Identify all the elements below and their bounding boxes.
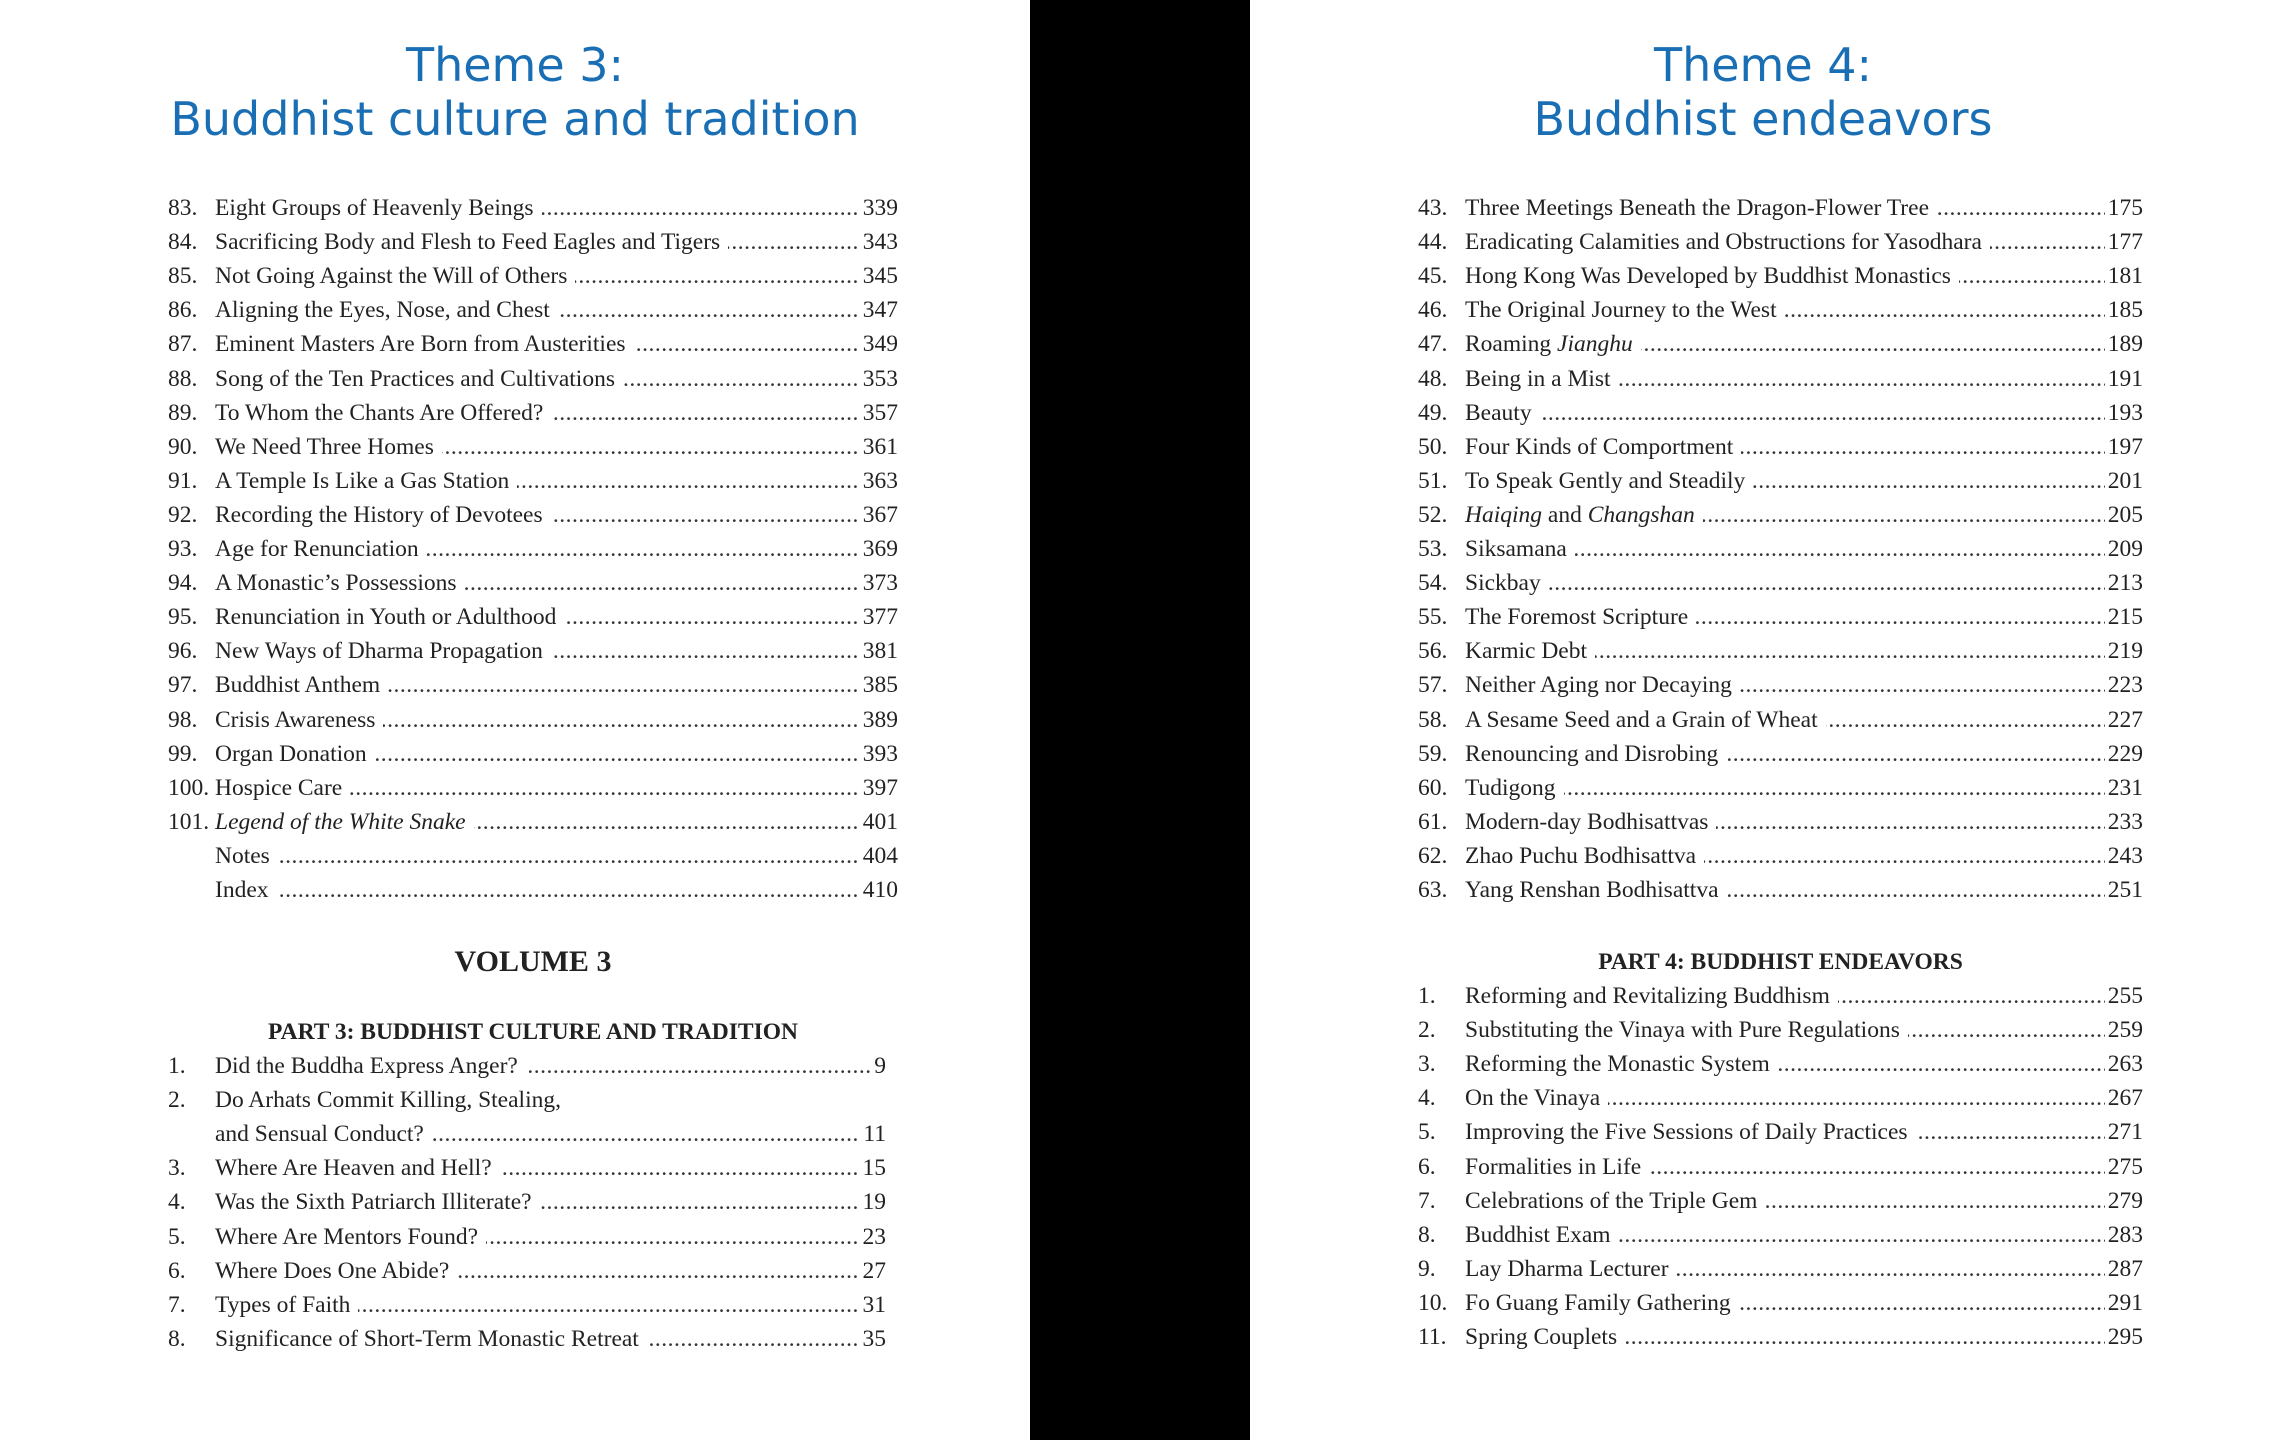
toc-page-number: 279: [2105, 1184, 2143, 1218]
toc-entry-title: Haiqing and Changshan: [1465, 498, 1703, 532]
toc-entry[interactable]: [1418, 1218, 2143, 1252]
toc-entry-title: Buddhist Exam: [1465, 1218, 1619, 1252]
toc-entry[interactable]: [1418, 1320, 2143, 1354]
toc-entry-title: Zhao Puchu Bodhisattva: [1465, 839, 1704, 873]
toc-entry[interactable]: [168, 259, 898, 293]
toc-entry[interactable]: [1418, 1184, 2143, 1218]
toc-entry[interactable]: [1418, 737, 2143, 771]
toc-entry-title: The Foremost Scripture: [1465, 600, 1696, 634]
toc-entry-title: Aligning the Eyes, Nose, and Chest: [215, 293, 558, 327]
toc-entry-title: Improving the Five Sessions of Daily Practices: [1465, 1115, 1916, 1149]
toc-entry-title: Lay Dharma Lecturer: [1465, 1252, 1677, 1286]
toc-page-number: 410: [860, 873, 898, 907]
toc-entry-title: Organ Donation: [215, 737, 375, 771]
toc-page-number: 201: [2105, 464, 2143, 498]
toc-entry-title: Crisis Awareness: [215, 703, 383, 737]
toc-entry-number: 100.: [168, 774, 210, 801]
toc-page-number: 259: [2105, 1013, 2143, 1047]
toc-entry[interactable]: [1418, 532, 2143, 566]
toc-entry-number: 56.: [1418, 638, 1448, 665]
toc-entry-number: 7.: [168, 1291, 186, 1318]
toc-entry-title: Hospice Care: [215, 771, 350, 805]
toc-entry[interactable]: [1418, 805, 2143, 839]
toc-entry[interactable]: [1418, 259, 2143, 293]
toc-entry[interactable]: [1418, 498, 2143, 532]
toc-entry[interactable]: [1418, 634, 2143, 668]
toc-entry-title: To Speak Gently and Steadily: [1465, 464, 1753, 498]
toc-entry[interactable]: [168, 634, 898, 668]
toc-entry-title: Celebrations of the Triple Gem: [1465, 1184, 1765, 1218]
toc-entry-title: Legend of the White Snake: [215, 805, 474, 839]
toc-entry-number: 88.: [168, 365, 198, 392]
toc-entry[interactable]: [168, 703, 898, 737]
toc-entry-title: Fo Guang Family Gathering: [1465, 1286, 1739, 1320]
left-page: [0, 0, 1030, 1440]
toc-page-number: 15: [860, 1151, 887, 1185]
toc-page-number: 23: [860, 1220, 887, 1254]
toc-page-number: 401: [860, 805, 898, 839]
toc-entry[interactable]: [1418, 668, 2143, 702]
theme-4-title: [1250, 38, 2276, 146]
toc-page-number: 229: [2105, 737, 2143, 771]
toc-entry-title: A Monastic’s Possessions: [215, 566, 465, 600]
toc-entry-number: 86.: [168, 297, 198, 324]
toc-entry-number: 7.: [1418, 1187, 1436, 1214]
theme-title-line1: Theme 4:: [1653, 38, 1873, 92]
toc-page-number: 343: [860, 225, 898, 259]
toc-entry-number: 53.: [1418, 536, 1448, 562]
toc-entry-number: 59.: [1418, 740, 1448, 767]
toc-page-number: 191: [2105, 362, 2143, 396]
toc-entry-number: 50.: [1418, 433, 1448, 460]
toc-page-number: 35: [860, 1322, 887, 1356]
toc-entry-number: 8.: [1418, 1221, 1436, 1248]
toc-entry-number: 92.: [168, 501, 198, 528]
toc-entry-title: We Need Three Homes: [215, 430, 442, 464]
toc-entry[interactable]: [1418, 1013, 2143, 1047]
toc-entry-number: 48.: [1418, 365, 1448, 392]
toc-page-number: 287: [2105, 1252, 2143, 1286]
toc-entry-number: 5.: [1418, 1119, 1436, 1146]
toc-entry-number: 10.: [1418, 1289, 1448, 1316]
toc-entry-number: 4.: [1418, 1085, 1436, 1112]
toc-entry-number: 83.: [168, 195, 198, 221]
toc-entry[interactable]: [1418, 1047, 2143, 1081]
toc-page-number: 205: [2105, 498, 2143, 532]
toc-entry[interactable]: [1418, 191, 2143, 225]
toc-entry-title: Did the Buddha Express Anger?: [215, 1049, 526, 1083]
toc-entry-number: 96.: [168, 638, 198, 665]
toc-entry[interactable]: [168, 1151, 886, 1185]
toc-page-number: 404: [860, 839, 898, 873]
toc-entry[interactable]: [168, 1220, 886, 1254]
toc-entry[interactable]: [168, 600, 898, 634]
toc-page-number: 11: [860, 1117, 886, 1151]
toc-entry-number: 93.: [168, 536, 198, 562]
toc-entry-number: 54.: [1418, 570, 1448, 597]
toc-entry-number: 1.: [1418, 983, 1436, 1009]
toc-entry-number: 87.: [168, 331, 198, 358]
toc-entry-number: 5.: [168, 1223, 186, 1250]
toc-entry-number: 61.: [1418, 808, 1448, 835]
toc-entry[interactable]: [1418, 1150, 2143, 1184]
toc-page-number: 377: [860, 600, 898, 634]
toc-page-number: 363: [860, 464, 898, 498]
toc-entry[interactable]: [168, 532, 898, 566]
toc-page-number: 27: [860, 1254, 887, 1288]
toc-entry[interactable]: [168, 430, 898, 464]
toc-page-number: 291: [2105, 1286, 2143, 1320]
toc-entry[interactable]: [1418, 979, 2143, 1013]
toc-entry[interactable]: [168, 1322, 886, 1356]
toc-entry[interactable]: [168, 566, 898, 600]
toc-entry-number: 8.: [168, 1325, 186, 1352]
part-3-heading: PART 3: BUDDHIST CULTURE AND TRADITION: [267, 1019, 798, 1045]
toc-page-number: 397: [860, 771, 898, 805]
right-part-toc-list: [1418, 979, 2143, 1359]
toc-page-number: 231: [2105, 771, 2143, 805]
toc-page-number: 185: [2105, 293, 2143, 327]
toc-entry-title: Being in a Mist: [1465, 362, 1619, 396]
toc-entry-number: 6.: [1418, 1153, 1436, 1180]
left-part-toc-list: [168, 1049, 886, 1369]
toc-entry[interactable]: [1418, 327, 2143, 361]
toc-page-number: 223: [2105, 668, 2143, 702]
toc-entry-title: Recording the History of Devotees: [215, 498, 551, 532]
toc-entry-number: 60.: [1418, 774, 1448, 801]
toc-entry-number: 84.: [168, 229, 198, 256]
toc-entry-number: 43.: [1418, 195, 1448, 221]
toc-entry-number: 101.: [168, 808, 210, 835]
toc-entry-title: Formalities in Life: [1465, 1150, 1649, 1184]
toc-entry[interactable]: [1418, 464, 2143, 498]
toc-entry[interactable]: [168, 1185, 886, 1219]
theme-title-line2: Buddhist endeavors: [1533, 92, 1993, 146]
toc-entry-title: Beauty: [1465, 396, 1540, 430]
toc-entry-title: Significance of Short-Term Monastic Retreat: [215, 1322, 647, 1356]
toc-entry-number: 11.: [1418, 1324, 1447, 1350]
toc-entry[interactable]: [168, 1254, 886, 1288]
toc-entry-title: A Temple Is Like a Gas Station: [215, 464, 517, 498]
toc-entry-number: 49.: [1418, 399, 1448, 426]
toc-entry-number: 57.: [1418, 672, 1448, 699]
toc-entry-title: To Whom the Chants Are Offered?: [215, 396, 551, 430]
toc-entry-title: On the Vinaya: [1465, 1081, 1608, 1115]
toc-entry[interactable]: [1418, 225, 2143, 259]
toc-entry-number: 44.: [1418, 229, 1448, 256]
toc-entry-number: 6.: [168, 1257, 186, 1284]
toc-entry-title: Song of the Ten Practices and Cultivations: [215, 362, 623, 396]
toc-page-number: 361: [860, 430, 898, 464]
right-toc-list: [1418, 191, 2143, 921]
toc-entry-title: Notes: [215, 839, 278, 873]
toc-page-number: 339: [860, 191, 898, 225]
toc-page-number: 209: [2105, 532, 2143, 566]
toc-entry-number: 47.: [1418, 331, 1448, 358]
toc-entry-number: 98.: [168, 706, 198, 733]
toc-entry-title: Sickbay: [1465, 566, 1549, 600]
toc-entry-title: Index: [215, 873, 277, 907]
toc-entry[interactable]: [1418, 1115, 2143, 1149]
toc-entry[interactable]: [168, 1083, 886, 1117]
toc-entry[interactable]: [168, 327, 898, 361]
toc-page-number: 283: [2105, 1218, 2143, 1252]
toc-entry-number: 85.: [168, 263, 198, 290]
toc-page-number: 193: [2105, 396, 2143, 430]
toc-page-number: 369: [860, 532, 898, 566]
toc-page-number: 197: [2105, 430, 2143, 464]
toc-entry[interactable]: [1418, 293, 2143, 327]
toc-page-number: 385: [860, 668, 898, 702]
toc-entry[interactable]: [168, 396, 898, 430]
toc-entry[interactable]: [1418, 1252, 2143, 1286]
toc-entry-title: Renunciation in Youth or Adulthood: [215, 600, 564, 634]
toc-entry-title: Hong Kong Was Developed by Buddhist Monastics: [1465, 259, 1959, 293]
toc-entry-title: Reforming the Monastic System: [1465, 1047, 1778, 1081]
toc-entry[interactable]: [168, 225, 898, 259]
toc-entry-number: 52.: [1418, 501, 1448, 528]
toc-entry[interactable]: [168, 191, 898, 225]
toc-page-number: 251: [2105, 873, 2143, 907]
toc-entry[interactable]: [1418, 703, 2143, 737]
part-4-heading: PART 4: BUDDHIST ENDEAVORS: [1598, 949, 1963, 975]
toc-leader-dots: [215, 839, 898, 873]
toc-entry-title: Renouncing and Disrobing: [1465, 737, 1726, 771]
toc-page-number: 349: [860, 327, 898, 361]
toc-entry[interactable]: [168, 873, 898, 907]
toc-page-number: 255: [2105, 979, 2143, 1013]
toc-page-number: 243: [2105, 839, 2143, 873]
toc-page-number: 295: [2105, 1320, 2143, 1354]
toc-page-number: 347: [860, 293, 898, 327]
toc-entry-number: 90.: [168, 433, 198, 460]
toc-page-number: 213: [2105, 566, 2143, 600]
toc-entry-number: 58.: [1418, 706, 1448, 733]
toc-page-number: 275: [2105, 1150, 2143, 1184]
toc-page-number: 19: [860, 1185, 887, 1219]
toc-page-number: 233: [2105, 805, 2143, 839]
toc-entry-title: Age for Renunciation: [215, 532, 427, 566]
toc-page-number: 345: [860, 259, 898, 293]
toc-entry[interactable]: [168, 362, 898, 396]
toc-page-number: 393: [860, 737, 898, 771]
book-spine-gap: [1030, 0, 1250, 1440]
toc-leader-dots: [1465, 396, 2143, 430]
toc-entry-number: 46.: [1418, 297, 1448, 324]
volume-heading: VOLUME 3: [454, 945, 612, 978]
toc-entry-title: Substituting the Vinaya with Pure Regulations: [1465, 1013, 1908, 1047]
toc-entry-number: 4.: [168, 1189, 186, 1216]
toc-entry-number: 62.: [1418, 842, 1448, 869]
toc-entry[interactable]: [1418, 430, 2143, 464]
toc-entry[interactable]: [168, 771, 898, 805]
toc-leader-dots: [215, 873, 898, 907]
toc-leader-dots: [1465, 771, 2143, 805]
toc-page-number: 189: [2105, 327, 2143, 361]
toc-entry[interactable]: [168, 737, 898, 771]
toc-entry[interactable]: [168, 498, 898, 532]
toc-entry-number: 2.: [1418, 1017, 1436, 1044]
toc-entry-title: Not Going Against the Will of Others: [215, 259, 575, 293]
toc-entry[interactable]: [1418, 600, 2143, 634]
toc-entry-title: Eight Groups of Heavenly Beings: [215, 191, 542, 225]
toc-entry-title: Was the Sixth Patriarch Illiterate?: [215, 1185, 540, 1219]
toc-entry[interactable]: [168, 1049, 886, 1083]
toc-entry[interactable]: [168, 668, 898, 702]
toc-entry-number: 2.: [168, 1087, 186, 1114]
toc-page-number: 367: [860, 498, 898, 532]
toc-entry[interactable]: [168, 839, 898, 873]
toc-entry-number: 91.: [168, 467, 198, 494]
toc-page-number: 215: [2105, 600, 2143, 634]
left-toc-list: [168, 191, 898, 921]
toc-entry-number: 3.: [1418, 1051, 1436, 1078]
toc-entry-number: 3.: [168, 1155, 186, 1182]
toc-entry-title: A Sesame Seed and a Grain of Wheat: [1465, 703, 1826, 737]
toc-page-number: 267: [2105, 1081, 2143, 1115]
toc-entry-title: Where Are Mentors Found?: [215, 1220, 486, 1254]
toc-entry-title: and Sensual Conduct?: [215, 1117, 432, 1151]
toc-entry[interactable]: [1418, 396, 2143, 430]
toc-entry-number: 89.: [168, 399, 198, 426]
toc-page-number: 31: [860, 1288, 887, 1322]
toc-entry[interactable]: [1418, 873, 2143, 907]
theme-title-line2: Buddhist culture and tradition: [170, 92, 860, 146]
toc-entry-number: 95.: [168, 604, 198, 631]
toc-entry[interactable]: [168, 293, 898, 327]
theme-title-line1: Theme 3:: [405, 38, 625, 92]
toc-entry[interactable]: [1418, 362, 2143, 396]
toc-entry-title: Types of Faith: [215, 1288, 358, 1322]
toc-entry-title: Spring Couplets: [1465, 1320, 1625, 1354]
toc-entry-title: Three Meetings Beneath the Dragon-Flower Tree: [1465, 191, 1937, 225]
toc-entry-number: 9.: [1418, 1255, 1436, 1282]
toc-page-number: 9: [871, 1049, 886, 1083]
toc-entry-title: Do Arhats Commit Killing, Stealing,: [215, 1083, 569, 1117]
toc-entry[interactable]: [1418, 1286, 2143, 1320]
toc-page-number: 353: [860, 362, 898, 396]
toc-entry-number: 51.: [1418, 467, 1448, 494]
toc-entry-number: 97.: [168, 672, 198, 699]
toc-entry-title: Eradicating Calamities and Obstructions for Yasodhara: [1465, 225, 1990, 259]
toc-entry-title: Siksamana: [1465, 532, 1575, 566]
toc-entry-number: 55.: [1418, 604, 1448, 631]
toc-entry-title: Neither Aging nor Decaying: [1465, 668, 1740, 702]
toc-entry[interactable]: [168, 1117, 886, 1151]
toc-entry[interactable]: [1418, 566, 2143, 600]
toc-entry-number: 1.: [168, 1053, 186, 1079]
toc-entry-title: Modern-day Bodhisattvas: [1465, 805, 1716, 839]
toc-entry-title: New Ways of Dharma Propagation: [215, 634, 551, 668]
toc-entry[interactable]: [1418, 1081, 2143, 1115]
toc-page-number: 181: [2105, 259, 2143, 293]
toc-entry-number: 45.: [1418, 263, 1448, 290]
toc-entry-number: 63.: [1418, 877, 1448, 903]
toc-page-number: 381: [860, 634, 898, 668]
toc-page-number: 373: [860, 566, 898, 600]
right-page: [1250, 0, 2276, 1440]
toc-page-number: 177: [2105, 225, 2143, 259]
toc-entry-title: Reforming and Revitalizing Buddhism: [1465, 979, 1838, 1013]
toc-entry-title: Where Does One Abide?: [215, 1254, 457, 1288]
toc-entry-title: The Original Journey to the West: [1465, 293, 1785, 327]
toc-entry-title: Karmic Debt: [1465, 634, 1595, 668]
toc-entry-title: Buddhist Anthem: [215, 668, 388, 702]
toc-entry-title: Sacrificing Body and Flesh to Feed Eagles and Tigers: [215, 225, 728, 259]
toc-entry-number: 94.: [168, 570, 198, 597]
toc-entry-title: Four Kinds of Comportment: [1465, 430, 1741, 464]
toc-page-number: 219: [2105, 634, 2143, 668]
toc-entry-title: Tudigong: [1465, 771, 1564, 805]
toc-page-number: 271: [2105, 1115, 2143, 1149]
toc-leader-dots: [1465, 566, 2143, 600]
toc-entry-number: 99.: [168, 740, 198, 767]
toc-entry-title: Roaming Jianghu: [1465, 327, 1641, 361]
toc-page-number: 389: [860, 703, 898, 737]
toc-entry[interactable]: [168, 464, 898, 498]
toc-entry-title: Where Are Heaven and Hell?: [215, 1151, 500, 1185]
toc-page-number: 263: [2105, 1047, 2143, 1081]
toc-entry[interactable]: [1418, 771, 2143, 805]
toc-page-number: 175: [2105, 191, 2143, 225]
toc-page-number: 357: [860, 396, 898, 430]
toc-entry[interactable]: [168, 1288, 886, 1322]
toc-entry[interactable]: [168, 805, 898, 839]
toc-page-number: 227: [2105, 703, 2143, 737]
toc-entry[interactable]: [1418, 839, 2143, 873]
toc-entry-title: Eminent Masters Are Born from Austerities: [215, 327, 634, 361]
toc-entry-title: Yang Renshan Bodhisattva: [1465, 873, 1727, 907]
theme-3-title: [0, 38, 1030, 146]
